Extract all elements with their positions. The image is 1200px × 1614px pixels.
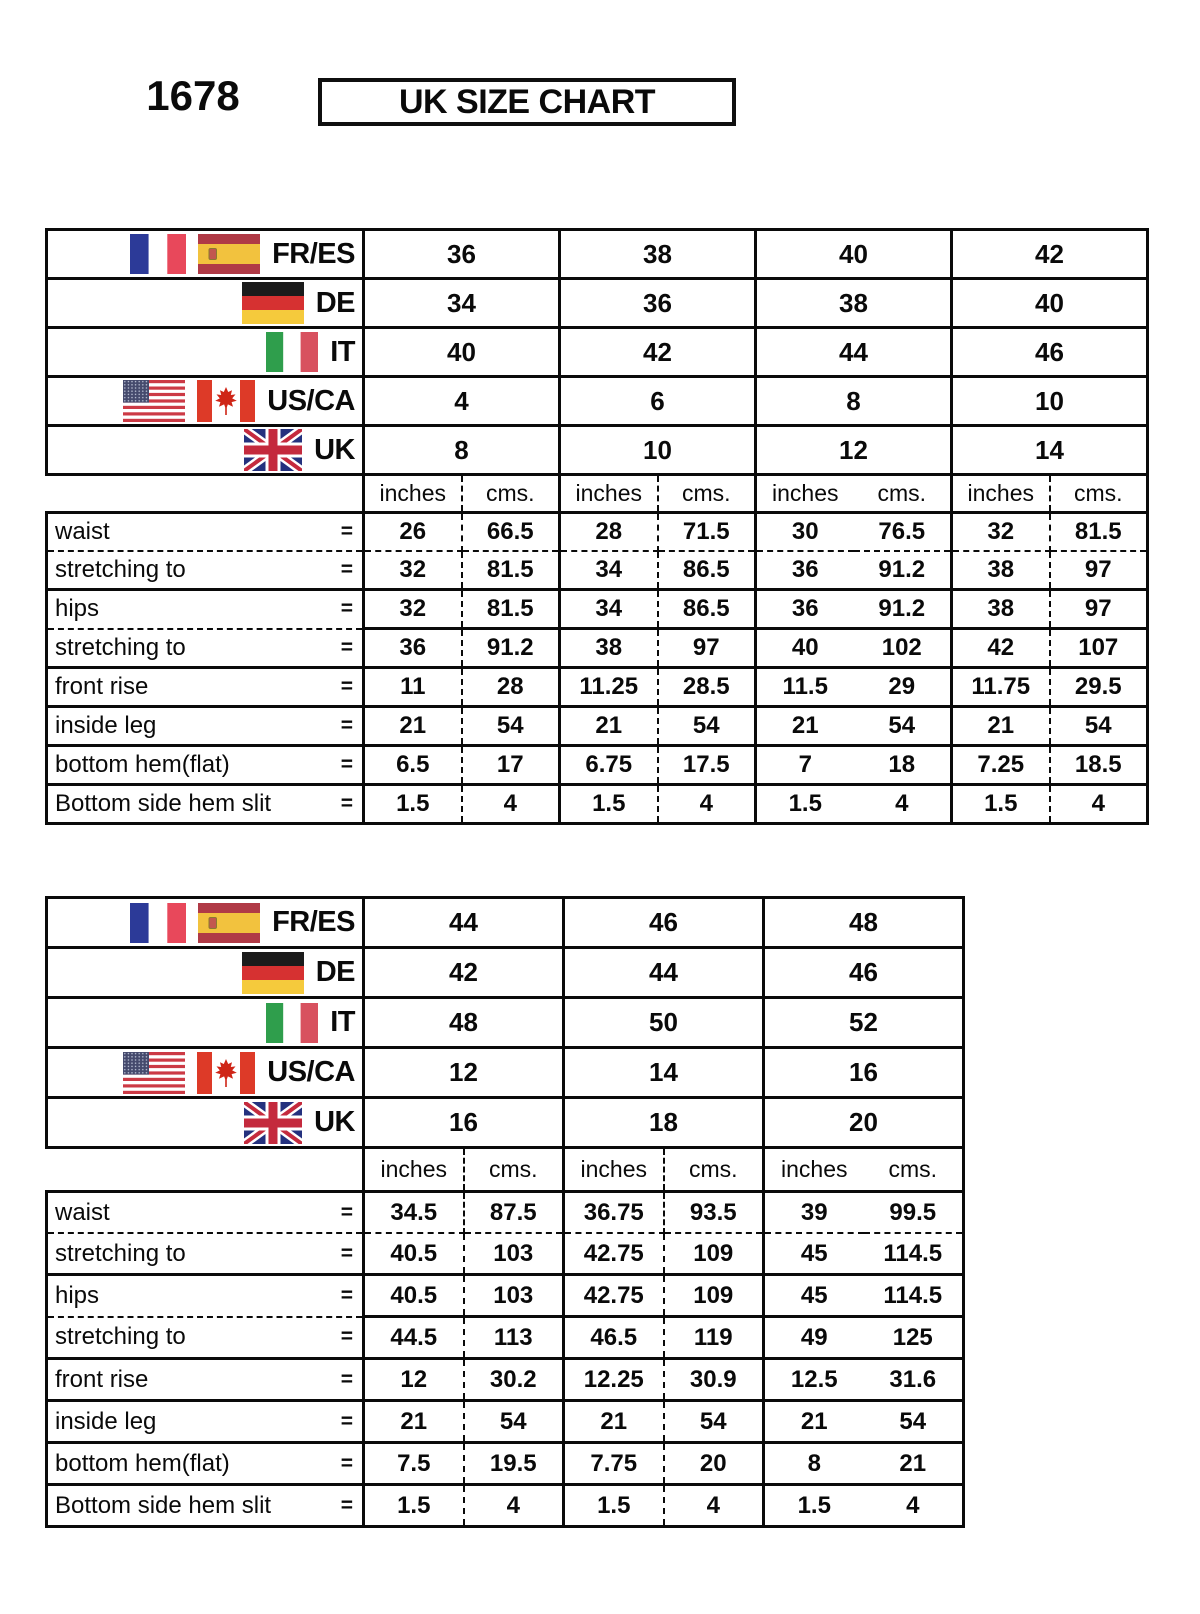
measurement-label-cell [47,1359,364,1401]
measurement-value-inches: 11.25 [560,668,658,707]
measurement-row [47,1359,964,1401]
measurement-value-inches: 34 [560,590,658,629]
measurement-value-inches: 45 [764,1233,864,1275]
measurement-value-inches: 32 [952,513,1050,552]
measurement-value-inches: 28 [560,513,658,552]
size-value: 42 [364,948,564,998]
measurement-value-cms: 17.5 [658,746,756,785]
measurement-label-cell [47,629,364,668]
equals-sign: = [340,1241,353,1265]
size-value: 36 [560,279,756,328]
size-value: 18 [564,1098,764,1148]
measurement-value-cms: 97 [658,629,756,668]
country-size-row [47,279,1148,328]
size-value: 44 [364,898,564,948]
measurement-value-inches: 44.5 [364,1317,464,1359]
country-row-header [47,1048,364,1098]
measurement-value-cms: 125 [864,1317,964,1359]
measurement-label: stretching to [55,556,186,583]
measurement-label-cell [47,1443,364,1485]
measurement-value-cms: 99.5 [864,1192,964,1234]
size-value: 36 [364,230,560,279]
measurement-label-cell [47,1233,364,1275]
equals-sign: = [340,1451,353,1475]
measurement-label: waist [55,1198,110,1226]
size-value: 52 [764,998,964,1048]
measurement-label-cell [47,746,364,785]
measurement-value-inches: 1.5 [364,1485,464,1527]
measurement-value-inches: 26 [364,513,462,552]
size-value: 10 [560,426,756,475]
measurement-value-inches: 8 [764,1443,864,1485]
unit-label-inches: inches [560,475,658,513]
measurement-value-inches: 21 [756,707,854,746]
measurement-value-inches: 12.25 [564,1359,664,1401]
equals-sign: = [340,1493,353,1517]
country-code-label: UK [314,1106,355,1138]
size-value: 42 [560,328,756,377]
measurement-value-cms: 81.5 [462,590,560,629]
measurement-value-cms: 4 [658,785,756,824]
country-size-row [47,426,1148,475]
size-value: 46 [564,898,764,948]
country-size-row [47,230,1148,279]
measurement-value-inches: 1.5 [560,785,658,824]
measurement-value-cms: 4 [1050,785,1148,824]
measurement-value-cms: 107 [1050,629,1148,668]
country-row-header [47,1098,364,1148]
measurement-label: stretching to [55,1323,186,1351]
measurement-label: Bottom side hem slit [55,790,272,817]
measurement-label: inside leg [55,1407,157,1435]
measurement-value-cms: 109 [664,1275,764,1317]
equals-sign: = [340,1367,353,1391]
size-value: 48 [764,898,964,948]
measurement-value-cms: 97 [1050,590,1148,629]
usa-flag-icon [123,1052,185,1094]
measurement-label: waist [55,518,110,545]
measurement-value-inches: 32 [364,551,462,590]
equals-sign: = [340,558,353,581]
unit-label-inches: inches [364,1148,464,1192]
size-value: 50 [564,998,764,1048]
measurement-value-cms: 4 [464,1485,564,1527]
measurement-value-inches: 1.5 [952,785,1050,824]
measurement-row [47,746,1148,785]
measurement-value-cms: 4 [462,785,560,824]
size-value: 14 [952,426,1148,475]
unit-label-cms: cms. [1050,475,1148,513]
units-row-spacer [47,1148,364,1192]
measurement-value-inches: 40.5 [364,1275,464,1317]
spain-flag-icon [198,903,260,943]
measurement-value-inches: 36.75 [564,1192,664,1234]
measurement-value-inches: 21 [560,707,658,746]
country-row-header [47,230,364,279]
italy-flag-icon [266,1003,318,1043]
measurement-row [47,1443,964,1485]
size-chart-title-box [318,78,736,126]
country-size-row [47,377,1148,426]
measurement-value-cms: 29 [854,668,952,707]
unit-label-cms: cms. [462,475,560,513]
equals-sign: = [340,597,353,621]
unit-label-inches: inches [564,1148,664,1192]
measurement-value-cms: 31.6 [864,1359,964,1401]
measurement-value-inches: 42.75 [564,1233,664,1275]
equals-sign: = [340,1325,353,1349]
measurement-value-inches: 38 [560,629,658,668]
measurement-row [47,551,1148,590]
unit-label-inches: inches [364,475,462,513]
measurement-row [47,1192,964,1234]
measurement-value-inches: 21 [764,1401,864,1443]
uk-flag-icon [244,1102,302,1144]
size-value: 8 [756,377,952,426]
measurement-value-inches: 11.5 [756,668,854,707]
measurement-value-cms: 86.5 [658,551,756,590]
measurement-value-cms: 113 [464,1317,564,1359]
measurement-value-inches: 6.5 [364,746,462,785]
equals-sign: = [340,520,353,543]
measurement-label: bottom hem(flat) [55,751,230,778]
measurement-label: front rise [55,1365,149,1393]
equals-sign: = [340,792,353,815]
measurement-value-inches: 39 [764,1192,864,1234]
measurement-row [47,629,1148,668]
measurement-value-cms: 81.5 [1050,513,1148,552]
measurement-row [47,1275,964,1317]
uk-flag-icon [244,429,302,471]
size-table-1 [45,228,1149,825]
size-chart-title: UK SIZE CHART [398,82,656,121]
measurement-label-cell [47,1485,364,1527]
measurement-value-cms: 4 [864,1485,964,1527]
size-table-2 [45,896,965,1528]
measurement-value-cms: 30.9 [664,1359,764,1401]
measurement-value-cms: 66.5 [462,513,560,552]
country-row-header [47,377,364,426]
unit-label-cms: cms. [864,1148,964,1192]
unit-label-inches: inches [756,475,854,513]
measurement-value-inches: 21 [952,707,1050,746]
country-code-label: DE [315,286,355,319]
measurement-value-cms: 54 [664,1401,764,1443]
measurement-row [47,1401,964,1443]
measurement-value-cms: 21 [864,1443,964,1485]
measurement-value-inches: 21 [364,707,462,746]
size-value: 4 [364,377,560,426]
country-row-header [47,998,364,1048]
measurement-value-cms: 20 [664,1443,764,1485]
size-value: 40 [364,328,560,377]
equals-sign: = [340,1409,353,1433]
equals-sign: = [340,635,353,659]
measurement-value-inches: 1.5 [364,785,462,824]
measurement-value-cms: 91.2 [854,551,952,590]
measurement-value-cms: 54 [1050,707,1148,746]
measurement-value-cms: 76.5 [854,513,952,552]
size-value: 16 [364,1098,564,1148]
equals-sign: = [340,1200,353,1224]
measurement-label-cell [47,513,364,552]
unit-label-inches: inches [764,1148,864,1192]
size-value: 38 [756,279,952,328]
measurement-label: hips [55,595,100,623]
measurement-value-cms: 91.2 [462,629,560,668]
country-size-row [47,1048,964,1098]
measurement-value-cms: 4 [854,785,952,824]
measurement-value-cms: 18 [854,746,952,785]
usa-flag-icon [123,380,185,422]
size-value: 20 [764,1098,964,1148]
size-value: 10 [952,377,1148,426]
measurement-value-cms: 54 [864,1401,964,1443]
measurement-value-inches: 36 [756,551,854,590]
measurement-label: Bottom side hem slit [55,1491,272,1519]
measurement-value-inches: 42 [952,629,1050,668]
measurement-value-inches: 12.5 [764,1359,864,1401]
measurement-label: front rise [55,673,149,700]
measurement-value-inches: 36 [756,590,854,629]
measurement-value-cms: 29.5 [1050,668,1148,707]
measurement-value-inches: 11.75 [952,668,1050,707]
measurement-label: inside leg [55,712,157,739]
measurement-label-cell [47,1401,364,1443]
measurement-row [47,513,1148,552]
measurement-value-inches: 36 [364,629,462,668]
measurement-label: bottom hem(flat) [55,1449,230,1477]
units-row [47,475,1148,513]
measurement-value-inches: 30 [756,513,854,552]
units-row [47,1148,964,1192]
country-size-row [47,998,964,1048]
germany-flag-icon [242,952,304,994]
measurement-row [47,668,1148,707]
units-row-spacer [47,475,364,513]
measurement-value-inches: 49 [764,1317,864,1359]
unit-label-inches: inches [952,475,1050,513]
measurement-value-inches: 12 [364,1359,464,1401]
measurement-value-cms: 28.5 [658,668,756,707]
measurement-value-cms: 30.2 [464,1359,564,1401]
measurement-label-cell [47,707,364,746]
measurement-row [47,590,1148,629]
measurement-row [47,1317,964,1359]
size-value: 40 [756,230,952,279]
measurement-value-cms: 119 [664,1317,764,1359]
germany-flag-icon [242,282,304,324]
measurement-label-cell [47,551,364,590]
measurement-value-inches: 40.5 [364,1233,464,1275]
size-value: 6 [560,377,756,426]
equals-sign: = [340,714,353,737]
measurement-value-inches: 34 [560,551,658,590]
measurement-row [47,1485,964,1527]
measurement-value-inches: 21 [364,1401,464,1443]
unit-label-cms: cms. [464,1148,564,1192]
country-code-label: FR/ES [272,237,355,270]
measurement-value-inches: 1.5 [564,1485,664,1527]
country-code-label: DE [315,956,355,988]
measurement-label-cell [47,590,364,629]
size-value: 44 [756,328,952,377]
size-value: 42 [952,230,1148,279]
size-value: 8 [364,426,560,475]
measurement-value-cms: 71.5 [658,513,756,552]
measurement-value-cms: 103 [464,1275,564,1317]
canada-flag-icon [197,380,255,422]
country-size-row [47,948,964,998]
size-value: 38 [560,230,756,279]
measurement-label-cell [47,1317,364,1359]
country-size-row [47,1098,964,1148]
size-value: 14 [564,1048,764,1098]
size-value: 34 [364,279,560,328]
measurement-value-cms: 54 [464,1401,564,1443]
measurement-value-inches: 38 [952,551,1050,590]
equals-sign: = [340,753,353,776]
country-row-header [47,279,364,328]
measurement-value-inches: 42.75 [564,1275,664,1317]
country-size-row [47,328,1148,377]
measurement-value-cms: 4 [664,1485,764,1527]
measurement-value-inches: 1.5 [756,785,854,824]
product-code: 1678 [146,72,240,119]
measurement-value-inches: 7.5 [364,1443,464,1485]
measurement-label-cell [47,668,364,707]
measurement-label: stretching to [55,1239,186,1267]
country-code-label: IT [330,335,355,368]
measurement-value-cms: 102 [854,629,952,668]
measurement-value-inches: 7.75 [564,1443,664,1485]
measurement-value-inches: 40 [756,629,854,668]
measurement-value-cms: 81.5 [462,551,560,590]
measurement-value-cms: 19.5 [464,1443,564,1485]
country-code-label: US/CA [267,384,355,417]
measurement-row [47,1233,964,1275]
equals-sign: = [340,1283,353,1307]
measurement-value-cms: 54 [462,707,560,746]
measurement-value-cms: 28 [462,668,560,707]
measurement-label-cell [47,1192,364,1234]
measurement-value-cms: 54 [854,707,952,746]
measurement-label-cell [47,785,364,824]
measurement-value-inches: 32 [364,590,462,629]
size-value: 12 [364,1048,564,1098]
country-code-label: FR/ES [272,906,355,938]
measurement-label: hips [55,1281,100,1309]
measurement-value-cms: 114.5 [864,1233,964,1275]
measurement-value-inches: 46.5 [564,1317,664,1359]
size-value: 16 [764,1048,964,1098]
unit-label-cms: cms. [854,475,952,513]
country-row-header [47,898,364,948]
country-code-label: UK [314,433,355,466]
size-value: 44 [564,948,764,998]
measurement-value-inches: 7 [756,746,854,785]
equals-sign: = [340,675,353,698]
measurement-row [47,785,1148,824]
measurement-value-inches: 34.5 [364,1192,464,1234]
measurement-value-cms: 103 [464,1233,564,1275]
country-code-label: IT [330,1006,355,1038]
measurement-value-cms: 91.2 [854,590,952,629]
france-flag-icon [130,234,186,274]
country-row-header [47,426,364,475]
italy-flag-icon [266,332,318,372]
measurement-value-inches: 1.5 [764,1485,864,1527]
measurement-value-inches: 45 [764,1275,864,1317]
measurement-value-cms: 86.5 [658,590,756,629]
measurement-value-inches: 7.25 [952,746,1050,785]
measurement-value-cms: 114.5 [864,1275,964,1317]
france-flag-icon [130,903,186,943]
measurement-value-inches: 38 [952,590,1050,629]
measurement-value-cms: 93.5 [664,1192,764,1234]
unit-label-cms: cms. [658,475,756,513]
size-value: 40 [952,279,1148,328]
spain-flag-icon [198,234,260,274]
measurement-value-cms: 18.5 [1050,746,1148,785]
measurement-value-cms: 87.5 [464,1192,564,1234]
measurement-value-inches: 11 [364,668,462,707]
measurement-value-cms: 54 [658,707,756,746]
country-row-header [47,948,364,998]
size-value: 12 [756,426,952,475]
measurement-label-cell [47,1275,364,1317]
country-size-row [47,898,964,948]
size-value: 48 [364,998,564,1048]
measurement-value-inches: 21 [564,1401,664,1443]
country-row-header [47,328,364,377]
measurement-value-cms: 109 [664,1233,764,1275]
size-value: 46 [952,328,1148,377]
country-code-label: US/CA [267,1056,355,1088]
measurement-value-cms: 97 [1050,551,1148,590]
measurement-value-inches: 6.75 [560,746,658,785]
measurement-value-cms: 17 [462,746,560,785]
size-value: 46 [764,948,964,998]
canada-flag-icon [197,1052,255,1094]
measurement-row [47,707,1148,746]
unit-label-cms: cms. [664,1148,764,1192]
measurement-label: stretching to [55,633,186,661]
